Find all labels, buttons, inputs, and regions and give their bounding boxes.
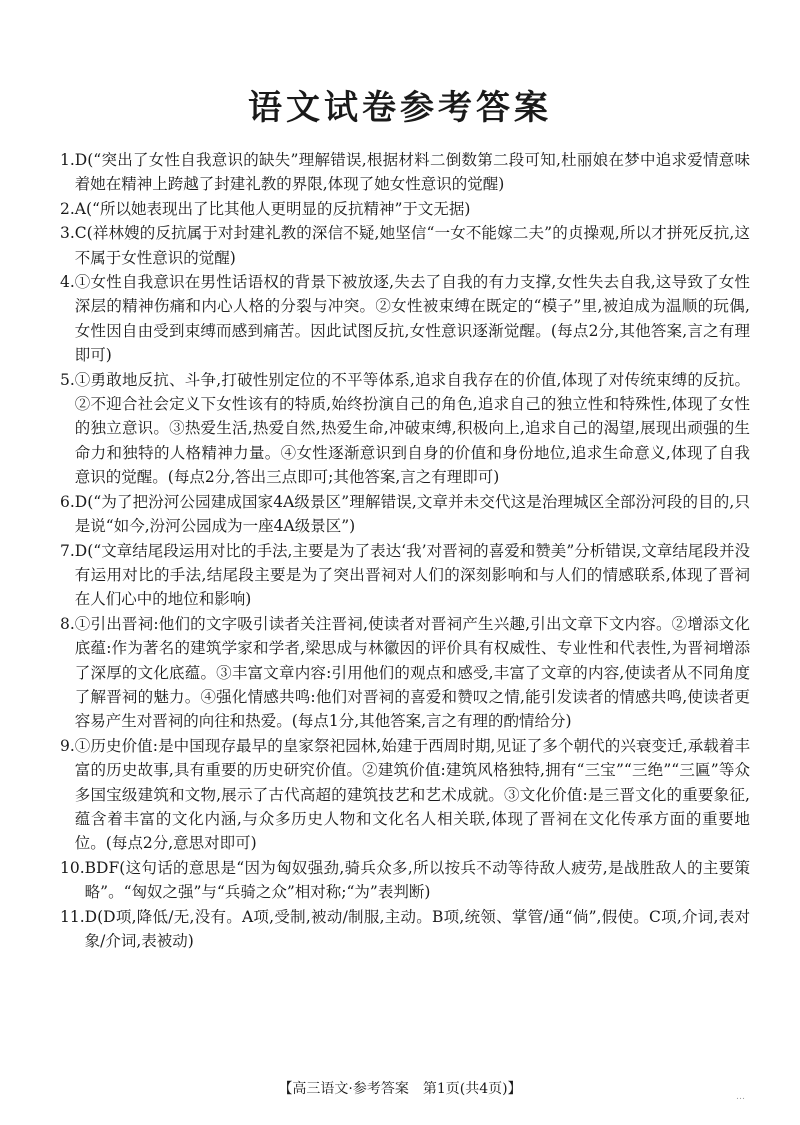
answer-text: D(“突出了女性自我意识的缺失”理解错误,根据材料二倒数第二段可知,杜丽娘在梦中追求爱情意味着她在精神上跨越了封建礼教的界限,体现了她女性意识的觉醒) <box>74 151 750 194</box>
answer-number: 1. <box>60 151 75 169</box>
answer-item <box>60 905 750 954</box>
answer-text: ①女性自我意识在男性话语权的背景下被放逐,失去了自我的有力支撑,女性失去自我,这导致了女性深层的精神伤痛和内心人格的分裂与冲突。②女性被束缚在既定的“模子”里,被迫成为温顺的玩偶,女性因自由受到束缚而感到痛苦。因此试图反抗,女性意识逐渐觉醒。(每点2分,其他答案,言之有理即可) <box>74 273 750 365</box>
answer-text: D(D项,降低/无,没有。A项,受制,被动/制服,主动。B项,统领、掌管/通“倘”,假使。C项,介词,表对象/介词,表被动) <box>84 907 750 950</box>
answer-list <box>60 148 750 953</box>
answer-item <box>60 368 750 490</box>
page-footer: 【高三语文·参考答案 第1页(共4页)】 <box>278 1081 522 1097</box>
answer-number: 8. <box>60 614 75 633</box>
corner-mark: … <box>736 1092 745 1102</box>
answer-text: ①引出晋祠:他们的文字吸引读者关注晋祠,使读者对晋祠产生兴趣,引出文章下文内容。②增添文化底蕴:作为著名的建筑学家和学者,梁思成与林徽因的评价具有权威性、专业性和代表性,为晋祠增添了深厚的文化底蕴。③丰富文章内容:引用他们的观点和感受,丰富了文章的内容,使读者从不同角度了解晋祠的魅力。④强化情感共鸣:他们对晋祠的喜爱和赞叹之情,能引发读者的情感共鸣,使读者更容易产生对晋祠的向往和热爱。(每点1分,其他答案,言之有理的酌情给分) <box>74 614 750 731</box>
answer-item <box>60 734 750 856</box>
page-title: 语文试卷参考答案 <box>248 88 552 128</box>
answer-text: C(祥林嫂的反抗属于对封建礼教的深信不疑,她坚信“一女不能嫁二夫”的贞操观,所以才拼死反抗,这不属于女性意识的觉醒) <box>74 224 750 267</box>
answer-item <box>60 270 750 368</box>
answer-item <box>60 856 750 905</box>
answer-text: A(“所以她表现出了比其他人更明显的反抗精神”于文无据) <box>74 199 471 218</box>
answer-number: 9. <box>60 736 75 755</box>
answer-number: 4. <box>60 273 75 292</box>
answer-text: ①勇敢地反抗、斗争,打破性别定位的不平等体系,追求自我存在的价值,体现了对传统束缚的反抗。②不迎合社会定义下女性该有的特质,始终扮演自己的角色,追求自己的独立性和特殊性,体现了女性的独立意识。③热爱生活,热爱自然,热爱生命,冲破束缚,积极向上,追求自己的渴望,展现出顽强的生命力和独特的人格精神力量。④女性逐渐意识到自身的价值和身份地位,追求生命意义,体现了自我意识的觉醒。(每点2分,答出三点即可;其他答案,言之有理即可) <box>74 370 750 487</box>
answer-number: 6. <box>60 492 75 511</box>
answer-item <box>60 612 750 734</box>
answer-item <box>60 490 750 539</box>
answer-item <box>60 197 750 221</box>
answer-text: D(“文章结尾段运用对比的手法,主要是为了表达‘我’对晋祠的喜爱和赞美”分析错误,文章结尾段并没有运用对比的手法,结尾段主要是为了突出晋祠对人们的深刻影响和与人们的情感联系,体现了晋祠在人们心中的地位和影响) <box>74 541 750 609</box>
answer-text: ①历史价值:是中国现存最早的皇家祭祀园林,始建于西周时期,见证了多个朝代的兴衰变迁,承载着丰富的历史故事,具有重要的历史研究价值。②建筑价值:建筑风格独特,拥有“三宝”“三绝”“三匾”等众多国宝级建筑和文物,展示了古代高超的建筑技艺和艺术成就。③文化价值:是三晋文化的重要象征,蕴含着丰富的文化内涵,与众多历史人物和文化名人相关联,体现了晋祠在文化传承方面的重要地位。(每点2分,意思对即可) <box>74 736 750 853</box>
answer-number: 10. <box>60 858 85 877</box>
answer-number: 2. <box>60 199 75 218</box>
answer-number: 11. <box>60 907 85 926</box>
answer-number: 7. <box>60 541 75 560</box>
answer-text: D(“为了把汾河公园建成国家4A级景区”理解错误,文章并未交代这是治理城区全部汾河段的目的,只是说“如今,汾河公园成为一座4A级景区”) <box>74 492 750 536</box>
answer-item <box>60 221 750 270</box>
answer-text: BDF(这句话的意思是“因为匈奴强劲,骑兵众多,所以按兵不动等待敌人疲劳,是战胜敌人的主要策略”。“匈奴之强”与“兵骑之众”相对称;“为”表判断) <box>84 858 750 902</box>
answer-number: 5. <box>60 370 75 389</box>
answer-number: 3. <box>60 224 75 243</box>
answer-item <box>60 539 750 612</box>
answer-item <box>60 148 750 197</box>
